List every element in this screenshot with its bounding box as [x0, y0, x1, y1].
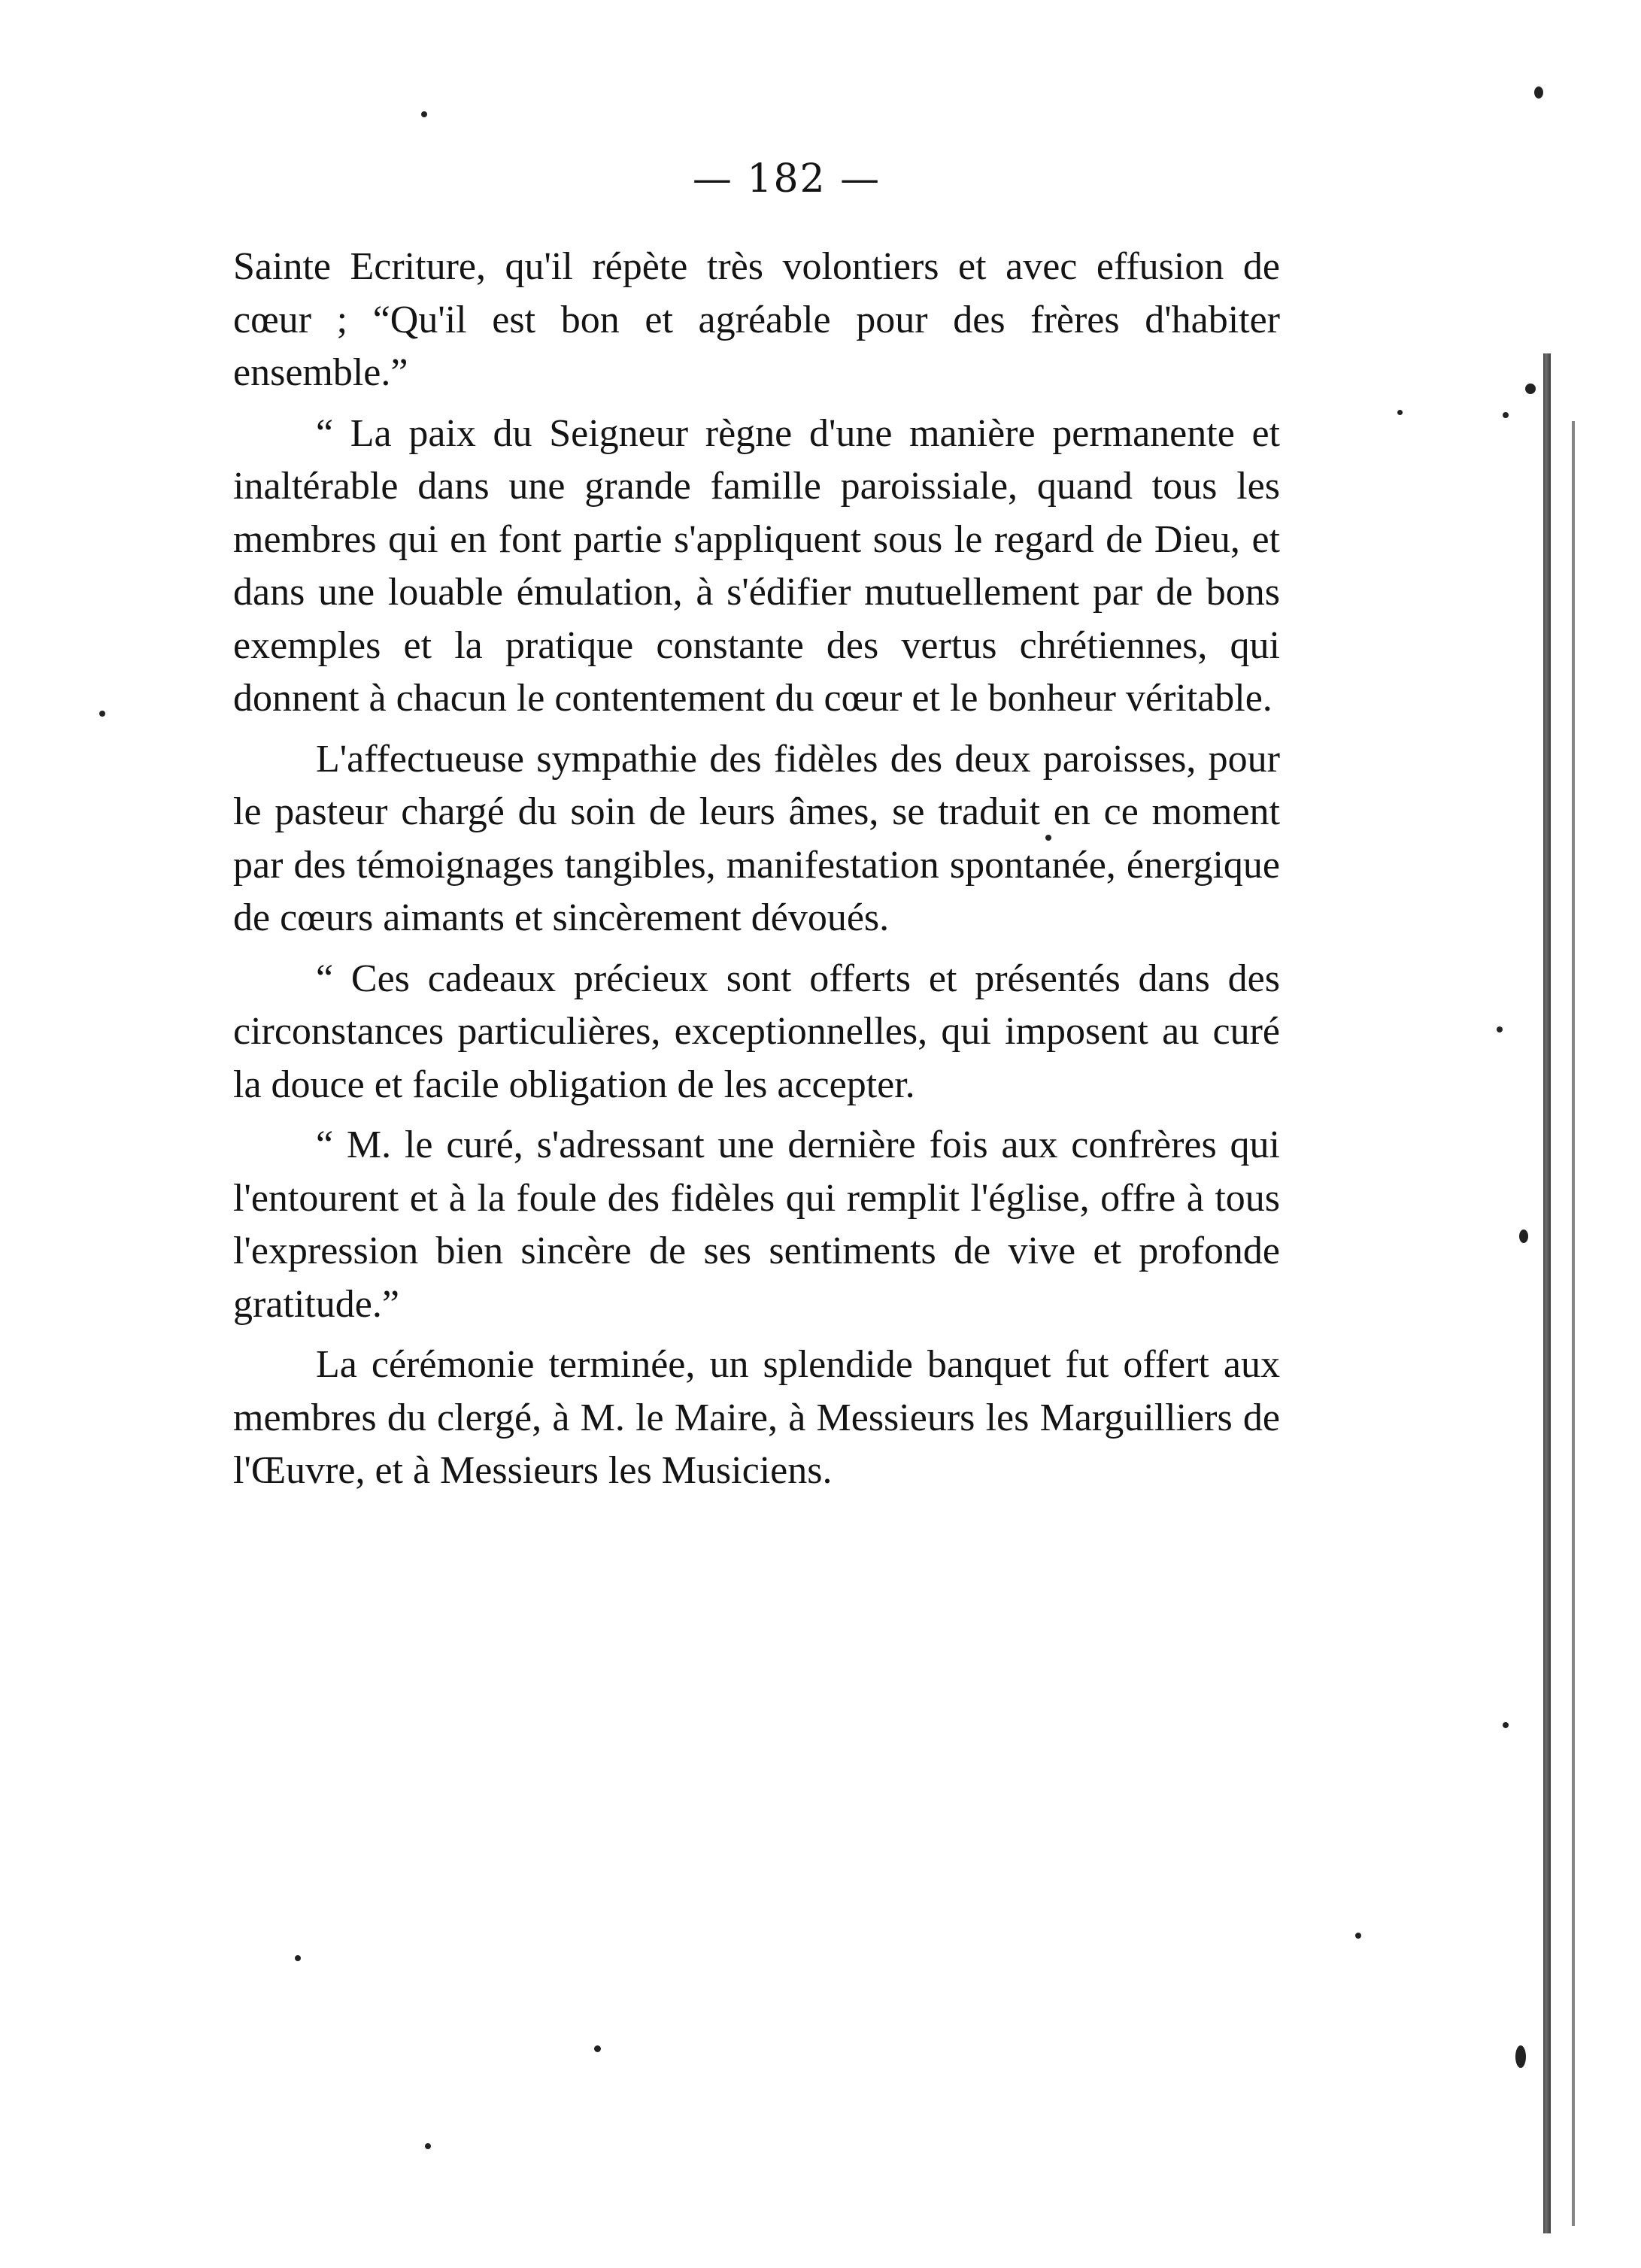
scan-speck: [1515, 2045, 1526, 2068]
paragraph-3: L'affectueuse sympathie des fidèles des deux paroisses, pour le pasteur chargé du soin de leurs âmes, se traduit en ce moment par des témoignages tangibles, manifestation spontanée, énergique de cœurs aimants et sincèrement dévoués.: [233, 737, 1280, 939]
scan-speck: [1525, 384, 1536, 394]
scan-speck: [1503, 412, 1509, 418]
scan-speck: [1497, 1026, 1503, 1032]
paragraph-6: La cérémonie terminée, un splendide banquet fut offert aux membres du clergé, à M. le Maire, à Messieurs les Marguilliers de l'Œuvre, et à Messieurs les Musiciens.: [233, 1343, 1280, 1492]
scan-speck: [1534, 86, 1543, 99]
body-text: [233, 241, 1280, 1498]
scan-speck: [1397, 410, 1403, 415]
scan-speck: [1503, 1722, 1509, 1728]
paragraph-5: “ M. le curé, s'adressant une dernière fois aux confrères qui l'entourent et à la foule des fidèles qui remplit l'église, offre à tous l'expression bien sincère de ses sentiments de vive et profonde gratitude.”: [233, 1123, 1280, 1326]
binding-shadow: [1543, 353, 1551, 2233]
page-number: — 182 —: [692, 156, 881, 202]
scan-speck: [421, 111, 427, 117]
paragraph-2: “ La paix du Seigneur règne d'une manière permanente et inaltérable dans une grande famille paroissiale, quand tous les membres qui en font partie s'appliquent sous le regard de Dieu, et dans une louable émulation, à s'édifier mutuellement par de bons exemples et la pratique constante des vertus chrétiennes, qui donnent à chacun le contentement du cœur et le bonheur véritable.: [233, 411, 1280, 720]
scan-speck: [594, 2045, 601, 2052]
binding-shadow-inner: [1572, 421, 1575, 2226]
scan-speck: [1519, 1230, 1528, 1243]
scan-speck: [295, 1955, 301, 1961]
scan-speck: [425, 2143, 431, 2149]
paragraph-1: Sainte Ecriture, qu'il répète très volontiers et avec effusion de cœur ; “Qu'il est bon et agréable pour des frères d'habiter ensemble.”: [233, 245, 1280, 394]
scan-speck: [99, 711, 105, 717]
scan-speck: [1355, 1933, 1361, 1939]
scan-speck: [1045, 835, 1051, 841]
paragraph-4: “ Ces cadeaux précieux sont offerts et présentés dans des circonstances particulières, exceptionnelles, qui imposent au curé la douce et facile obligation de les accepter.: [233, 957, 1280, 1106]
